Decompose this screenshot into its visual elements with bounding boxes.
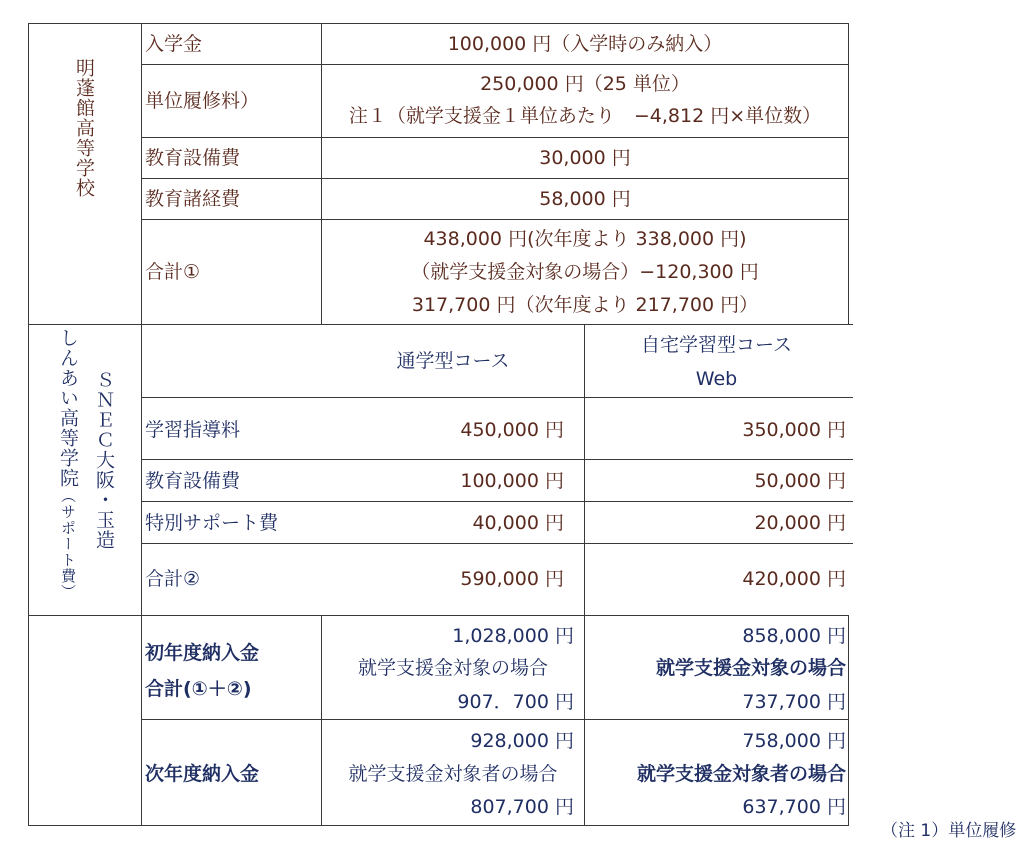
row-value: 30,000 円 xyxy=(539,147,631,169)
row-divider xyxy=(141,719,849,720)
row-label: 単位履修料） xyxy=(145,90,260,112)
support-school-label: しんあい高等学院 xyxy=(57,328,79,488)
row-divider xyxy=(141,543,853,544)
row-label: 学習指導料 xyxy=(145,419,241,441)
support-school-name xyxy=(56,328,80,600)
row-divider xyxy=(141,137,849,138)
commute-value: 40,000 円 xyxy=(472,512,564,534)
next-year-commute-note: 就学支援金対象者の場合 xyxy=(348,763,558,785)
row-value: 58,000 円 xyxy=(539,188,631,210)
table-border-right xyxy=(848,23,849,325)
table-border-top xyxy=(28,23,849,24)
row-divider xyxy=(141,501,853,502)
first-year-home-subsidized: 737,700 円 xyxy=(742,691,846,713)
school-name: 明蓬館高等学校 xyxy=(73,58,95,198)
table-border-bottom xyxy=(28,825,849,826)
commute-value: 590,000 円 xyxy=(460,568,564,590)
row-value: （就学支援金対象の場合）−120,300 円 xyxy=(411,261,759,283)
first-year-commute-note: 就学支援金対象の場合 xyxy=(357,657,548,679)
footnote: （注 1）単位履修 xyxy=(881,821,1017,841)
row-divider xyxy=(141,397,853,398)
row-divider xyxy=(141,459,853,460)
row-label: 教育諸経費 xyxy=(145,188,241,210)
row-value: 100,000 円（入学時のみ納入） xyxy=(447,33,723,55)
row-value: 317,700 円（次年度より 217,700 円） xyxy=(411,294,759,316)
next-year-commute-total: 928,000 円 xyxy=(470,730,574,752)
first-year-home-total: 858,000 円 xyxy=(742,625,846,647)
row-divider xyxy=(141,64,849,65)
next-year-commute-subsidized: 807,700 円 xyxy=(470,796,574,818)
row-divider xyxy=(141,219,849,220)
home-value: 420,000 円 xyxy=(742,568,846,590)
first-year-home-note: 就学支援金対象の場合 xyxy=(655,657,846,679)
next-year-home-subsidized: 637,700 円 xyxy=(742,796,846,818)
table-border-right xyxy=(848,615,849,826)
row-value: 250,000 円（25 単位） xyxy=(480,73,690,95)
next-year-home-total: 758,000 円 xyxy=(742,730,846,752)
row-value: 438,000 円(次年度より 338,000 円) xyxy=(423,228,747,250)
row-label: 合計② xyxy=(145,568,201,590)
label-column-divider xyxy=(141,23,142,826)
first-year-label: 初年度納入金 xyxy=(145,642,260,664)
support-fee-note: （サポート費） xyxy=(59,488,77,600)
support-name: ＳＮＥＣ大阪・玉造 xyxy=(93,370,115,550)
first-year-label-sub: 合計(①＋②) xyxy=(145,678,252,700)
home-value: 50,000 円 xyxy=(754,470,846,492)
table-border-left xyxy=(28,23,29,826)
column-header-commute: 通学型コース xyxy=(396,350,510,372)
home-value: 350,000 円 xyxy=(742,419,846,441)
home-value: 20,000 円 xyxy=(754,512,846,534)
next-year-label: 次年度納入金 xyxy=(145,763,260,785)
row-label: 教育設備費 xyxy=(145,147,241,169)
first-year-commute-subsidized: 907．700 円 xyxy=(457,691,574,713)
column-header-home-sub: Web xyxy=(695,368,738,390)
row-label: 入学金 xyxy=(145,33,203,55)
row-label: 教育設備費 xyxy=(145,470,241,492)
row-label: 合計① xyxy=(145,261,201,283)
row-note: 注１（就学支援金１単位あたり −4,812 円×単位数） xyxy=(348,105,822,127)
next-year-home-note: 就学支援金対象者の場合 xyxy=(636,763,846,785)
row-label: 特別サポート費 xyxy=(145,512,279,534)
commute-value: 450,000 円 xyxy=(460,419,564,441)
first-year-commute-total: 1,028,000 円 xyxy=(452,625,574,647)
section-divider xyxy=(28,324,853,325)
column-header-home: 自宅学習型コース xyxy=(640,334,793,356)
commute-value: 100,000 円 xyxy=(460,470,564,492)
section-divider xyxy=(28,615,849,616)
row-divider xyxy=(141,178,849,179)
